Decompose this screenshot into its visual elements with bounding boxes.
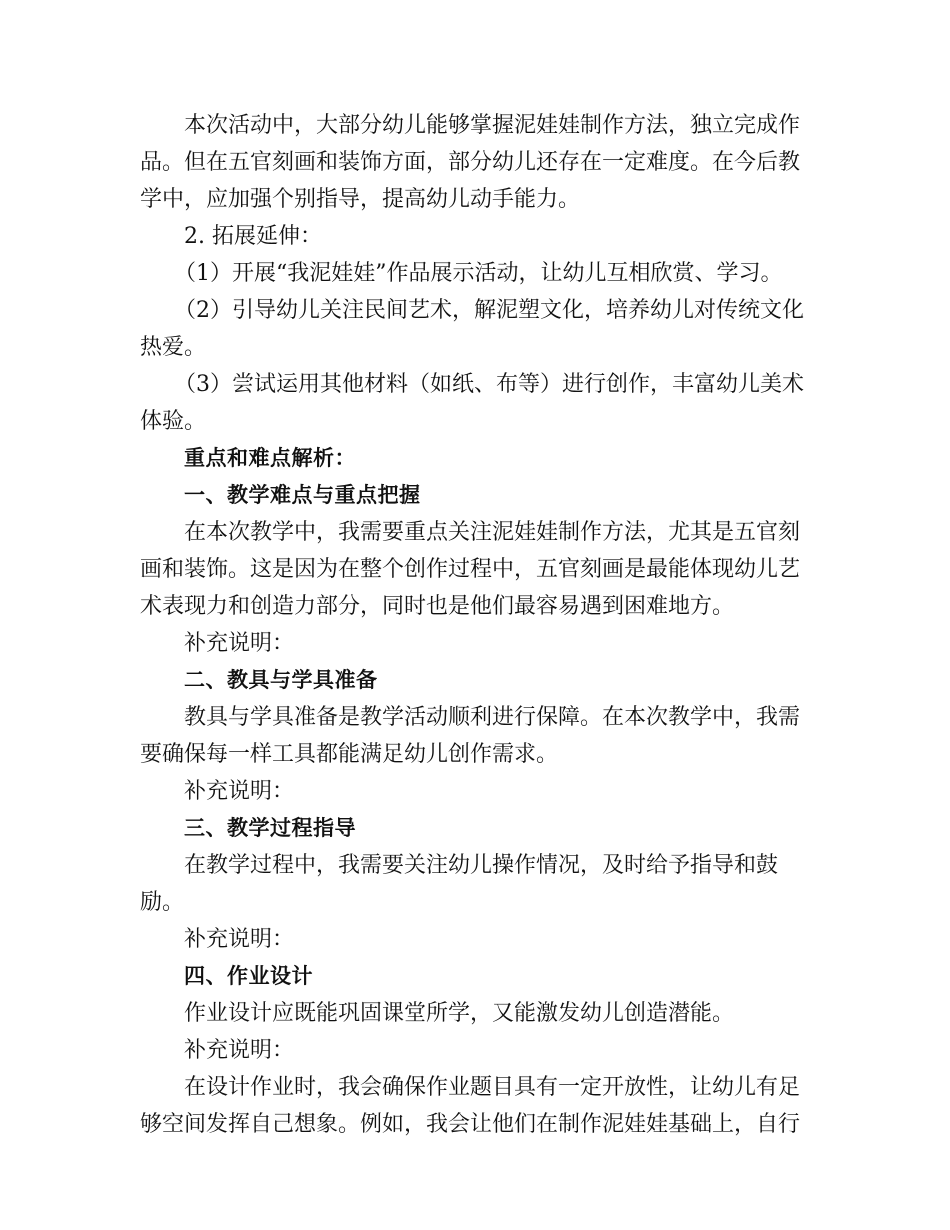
note-label-3: 补充说明： [184, 927, 295, 952]
item-extension: 2. 拓展延伸： [184, 224, 322, 249]
heading-four: 四、作业设计 [184, 964, 313, 988]
paragraph-summary: 本次活动中，大部分幼儿能够掌握泥娃娃制作方法，独立完成作品。但在五官刻画和装饰方面，部分幼儿还存在一定难度。在今后教学中，应加强个别指导，提高幼儿动手能力。 [140, 113, 801, 212]
paragraph-five: 在设计作业时，我会确保作业题目具有一定开放性，让幼儿有足够空间发挥自己想象。例如，我会让他们在制作泥娃娃基础上，自行 [140, 1075, 801, 1137]
section-title-analysis: 重点和难点解析： [184, 446, 356, 470]
heading-two: 二、教具与学具准备 [184, 668, 378, 692]
document-body [140, 107, 810, 1143]
paragraph-one: 在本次教学中，我需要重点关注泥娃娃制作方法，尤其是五官刻画和装饰。这是因为在整个创作过程中，五官刻画是最能体现幼儿艺术表现力和创造力部分，同时也是他们最容易遇到困难地方。 [140, 520, 801, 619]
paragraph-four: 作业设计应既能巩固课堂所学，又能激发幼儿创造潜能。 [184, 1001, 735, 1026]
heading-three: 三、教学过程指导 [184, 816, 356, 840]
list-item-1: （1）开展“我泥娃娃”作品展示活动，让幼儿互相欣赏、学习。 [174, 261, 783, 286]
heading-one: 一、教学难点与重点把握 [184, 483, 421, 507]
note-label-2: 补充说明： [184, 779, 295, 804]
note-label-4: 补充说明： [184, 1038, 295, 1063]
note-label-1: 补充说明： [184, 631, 295, 656]
paragraph-two: 教具与学具准备是教学活动顺利进行保障。在本次教学中，我需要确保每一样工具都能满足幼儿创作需求。 [140, 705, 801, 767]
list-item-3: （3）尝试运用其他材料（如纸、布等）进行创作，丰富幼儿美术体验。 [140, 372, 804, 434]
paragraph-three: 在教学过程中，我需要关注幼儿操作情况，及时给予指导和鼓励。 [140, 853, 779, 915]
list-item-2: （2）引导幼儿关注民间艺术，解泥塑文化，培养幼儿对传统文化热爱。 [140, 298, 804, 360]
